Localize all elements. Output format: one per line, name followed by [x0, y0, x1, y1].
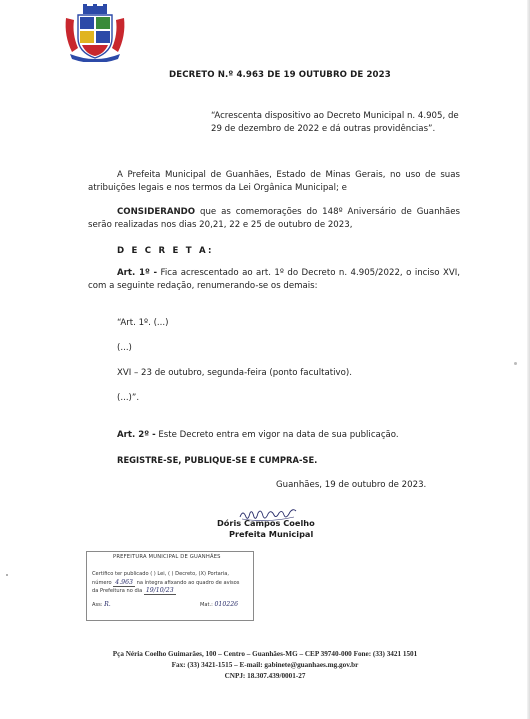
- quote-line-3: XVI – 23 de outubro, segunda-feira (ponto facultativo).: [117, 368, 352, 378]
- stamp-date-value: 19/10/23: [145, 587, 174, 594]
- place-and-date: Guanhães, 19 de outubro de 2023.: [276, 480, 427, 490]
- decree-title: DECRETO N.º 4.963 DE 19 OUTUBRO DE 2023: [169, 70, 391, 80]
- footer-contact: Fax: (33) 3421-1515 – E-mail: gabinete@guanhaes.mg.gov.br: [171, 661, 359, 669]
- stamp-ass-value: R.: [104, 601, 111, 608]
- stamp-ass: [92, 601, 111, 608]
- municipal-coat-of-arms-icon: [64, 4, 126, 62]
- stamp-ass-label: Ass:: [92, 602, 103, 608]
- decreta-heading: D E C R E T A:: [117, 246, 214, 256]
- footer-address: Pça Néria Coelho Guimarães, 100 – Centro – Guanhães-MG – CEP 39740-000 Fone: (33) 3421 1501: [112, 650, 418, 658]
- signatory-role: Prefeita Municipal: [229, 529, 314, 539]
- article-2-text: Este Decreto entra em vigor na data de sua publicação.: [155, 430, 399, 440]
- stamp-line-3: [92, 587, 176, 595]
- signatory-name: Dóris Campos Coelho: [217, 518, 315, 528]
- stamp-number-label: número: [92, 580, 112, 586]
- article-1-text: Fica acrescentado ao art. 1º do Decreto n. 4.905/2022, o inciso XVI, com a seguinte redação, renumerando-se os demais:: [88, 268, 460, 292]
- stamp-mat-label: Mat.:: [200, 602, 213, 608]
- registre-line: REGISTRE-SE, PUBLIQUE-SE E CUMPRA-SE.: [117, 455, 318, 465]
- quote-line-4: (...)”.: [117, 393, 140, 403]
- considerando-paragraph: [88, 206, 460, 232]
- footer-cnpj: CNPJ: 18.307.439/0001-27: [224, 672, 306, 680]
- stamp-mat-value: 010226: [214, 601, 239, 608]
- article-1-paragraph: [88, 267, 460, 293]
- stamp-line-2-text: na íntegra afixando ao quadro de avisos: [136, 580, 240, 586]
- stamp-mat: [200, 601, 238, 608]
- considerando-label: CONSIDERANDO: [117, 207, 196, 217]
- article-2-paragraph: [88, 429, 460, 442]
- scan-speck: [6, 574, 8, 576]
- article-1-label: Art. 1º -: [117, 268, 158, 278]
- preamble-paragraph: A Prefeita Municipal de Guanhães, Estado de Minas Gerais, no uso de suas atribuições legais e nos termos da Lei Orgânica Municipal; e: [88, 170, 460, 194]
- stamp-date-label: da Prefeitura no dia: [92, 588, 143, 594]
- quote-line-1: “Art. 1º. (...): [117, 318, 169, 328]
- stamp-line-2: [92, 579, 239, 587]
- article-2-label: Art. 2º -: [117, 430, 156, 440]
- stamp-heading: PREFEITURA MUNICIPAL DE GUANHÃES: [113, 554, 221, 560]
- considerando-text: que as comemorações do 148º Aniversário de Guanhães serão realizadas nos dias 20,21, 22 e 25 de outubro de 2023,: [88, 207, 460, 231]
- stamp-number-value: 4.963: [115, 579, 133, 586]
- stamp-line-1: Certifico ter publicado ( ) Lei, ( ) Decreto, (X) Portaria,: [92, 571, 230, 577]
- scan-speck: [514, 362, 517, 365]
- decree-summary: “Acrescenta dispositivo ao Decreto Municipal n. 4.905, de 29 de dezembro de 2022 e dá outras providências”.: [211, 111, 459, 134]
- quote-line-2: (...): [117, 343, 132, 353]
